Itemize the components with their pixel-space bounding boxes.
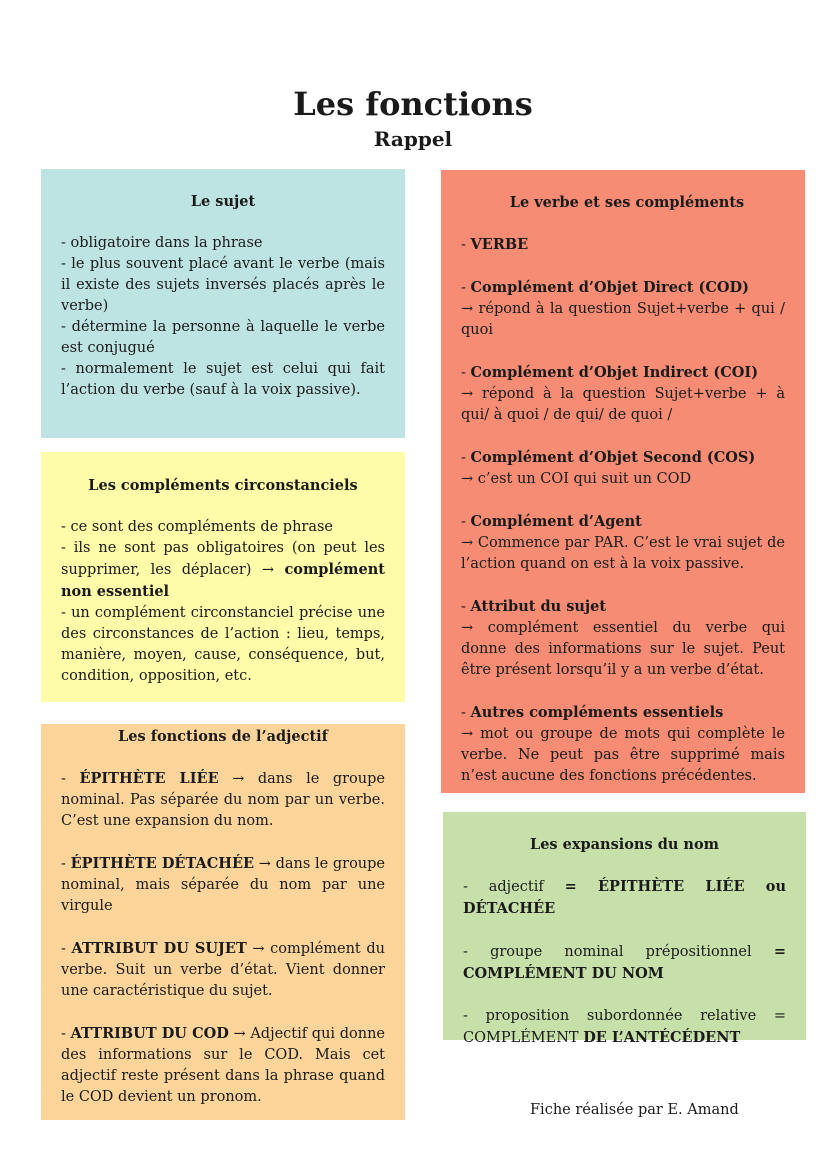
list-item-desc: → répond à la question Sujet+verbe + qui / quoi (461, 301, 785, 338)
card-fonctions-adjectif (41, 724, 405, 1120)
list-item-desc: → répond à la question Sujet+verbe + à qui/ à quoi / de qui/ de quoi / (461, 386, 785, 423)
list-item-desc: → Commence par PAR. C’est le vrai sujet de l’action quand on est à la voix passive. (461, 535, 785, 572)
list-item-desc: → complément essentiel du verbe qui donne des informations sur le sujet. Peut être présent lorsqu’il y a un verbe d’état. (461, 620, 785, 678)
list-item: - détermine la personne à laquelle le verbe est conjugué (61, 319, 385, 356)
card-title: Les fonctions de l’adjectif (118, 728, 328, 745)
list-item: - Complément d’Objet Indirect (COI) (461, 364, 759, 381)
list-item: - ATTRIBUT DU SUJET → complément du verbe. Suit un verbe d’état. Vient donner une caractéristique du sujet. (61, 940, 385, 999)
list-item: - le plus souvent placé avant le verbe (mais il existe des sujets inversés placés après le verbe) (61, 256, 385, 314)
list-item: - Complément d’Objet Second (COS) (461, 449, 756, 466)
list-item: - ÉPITHÈTE LIÉE → dans le groupe nominal. Pas séparée du nom par un verbe. C’est une expansion du nom. (61, 770, 385, 829)
card-title: Les compléments circonstanciels (88, 477, 358, 494)
list-item: - ATTRIBUT DU COD → Adjectif qui donne des informations sur le COD. Mais cet adjectif reste présent dans la phrase quand le COD devient un pronom. (61, 1025, 385, 1105)
list-item: - Autres compléments essentiels (461, 704, 724, 721)
list-item: - obligatoire dans la phrase (61, 235, 263, 251)
list-item: - Attribut du sujet (461, 598, 607, 615)
list-item: - ils ne sont pas obligatoires (on peut les supprimer, les déplacer) → complément non essentiel (61, 540, 385, 600)
list-item: - adjectif = ÉPITHÈTE LIÉE ou DÉTACHÉE (463, 878, 786, 917)
list-item: - ÉPITHÈTE DÉTACHÉE → dans le groupe nominal, mais séparée du nom par une virgule (61, 855, 386, 914)
card-title: Les expansions du nom (530, 836, 719, 853)
list-item: - VERBE (461, 236, 529, 253)
page-title: Les fonctions (293, 85, 533, 123)
list-item: - groupe nominal prépositionnel = COMPLÉMENT DU NOM (463, 943, 786, 982)
list-item-desc: → c’est un COI qui suit un COD (461, 471, 692, 487)
card-complements-circonstanciels (41, 452, 405, 702)
list-item: - un complément circonstanciel précise une des circonstances de l’action : lieu, temps, manière, moyen, cause, conséquence, but, condition, opposition, etc. (61, 605, 385, 684)
card-title: Le verbe et ses compléments (509, 194, 745, 211)
list-item: - proposition subordonnée relative = COMPLÉMENT DE L’ANTÉCÉDENT (463, 1008, 786, 1046)
list-item-desc: → mot ou groupe de mots qui complète le verbe. Ne peut pas être supprimé mais n’est aucune des fonctions précédentes. (461, 726, 785, 784)
card-expansions-nom (443, 812, 806, 1046)
list-item: - normalement le sujet est celui qui fait l’action du verbe (sauf à la voix passive). (61, 361, 385, 398)
page-subtitle: Rappel (373, 127, 453, 151)
footer-credit: Fiche réalisée par E. Amand (530, 1102, 739, 1118)
card-verbe-complements (441, 170, 805, 793)
card-sujet (41, 169, 405, 438)
card-title: Le sujet (190, 193, 256, 210)
list-item: - ce sont des compléments de phrase (61, 519, 334, 535)
list-item: - Complément d’Agent (461, 513, 642, 530)
list-item: - Complément d’Objet Direct (COD) (461, 279, 749, 296)
